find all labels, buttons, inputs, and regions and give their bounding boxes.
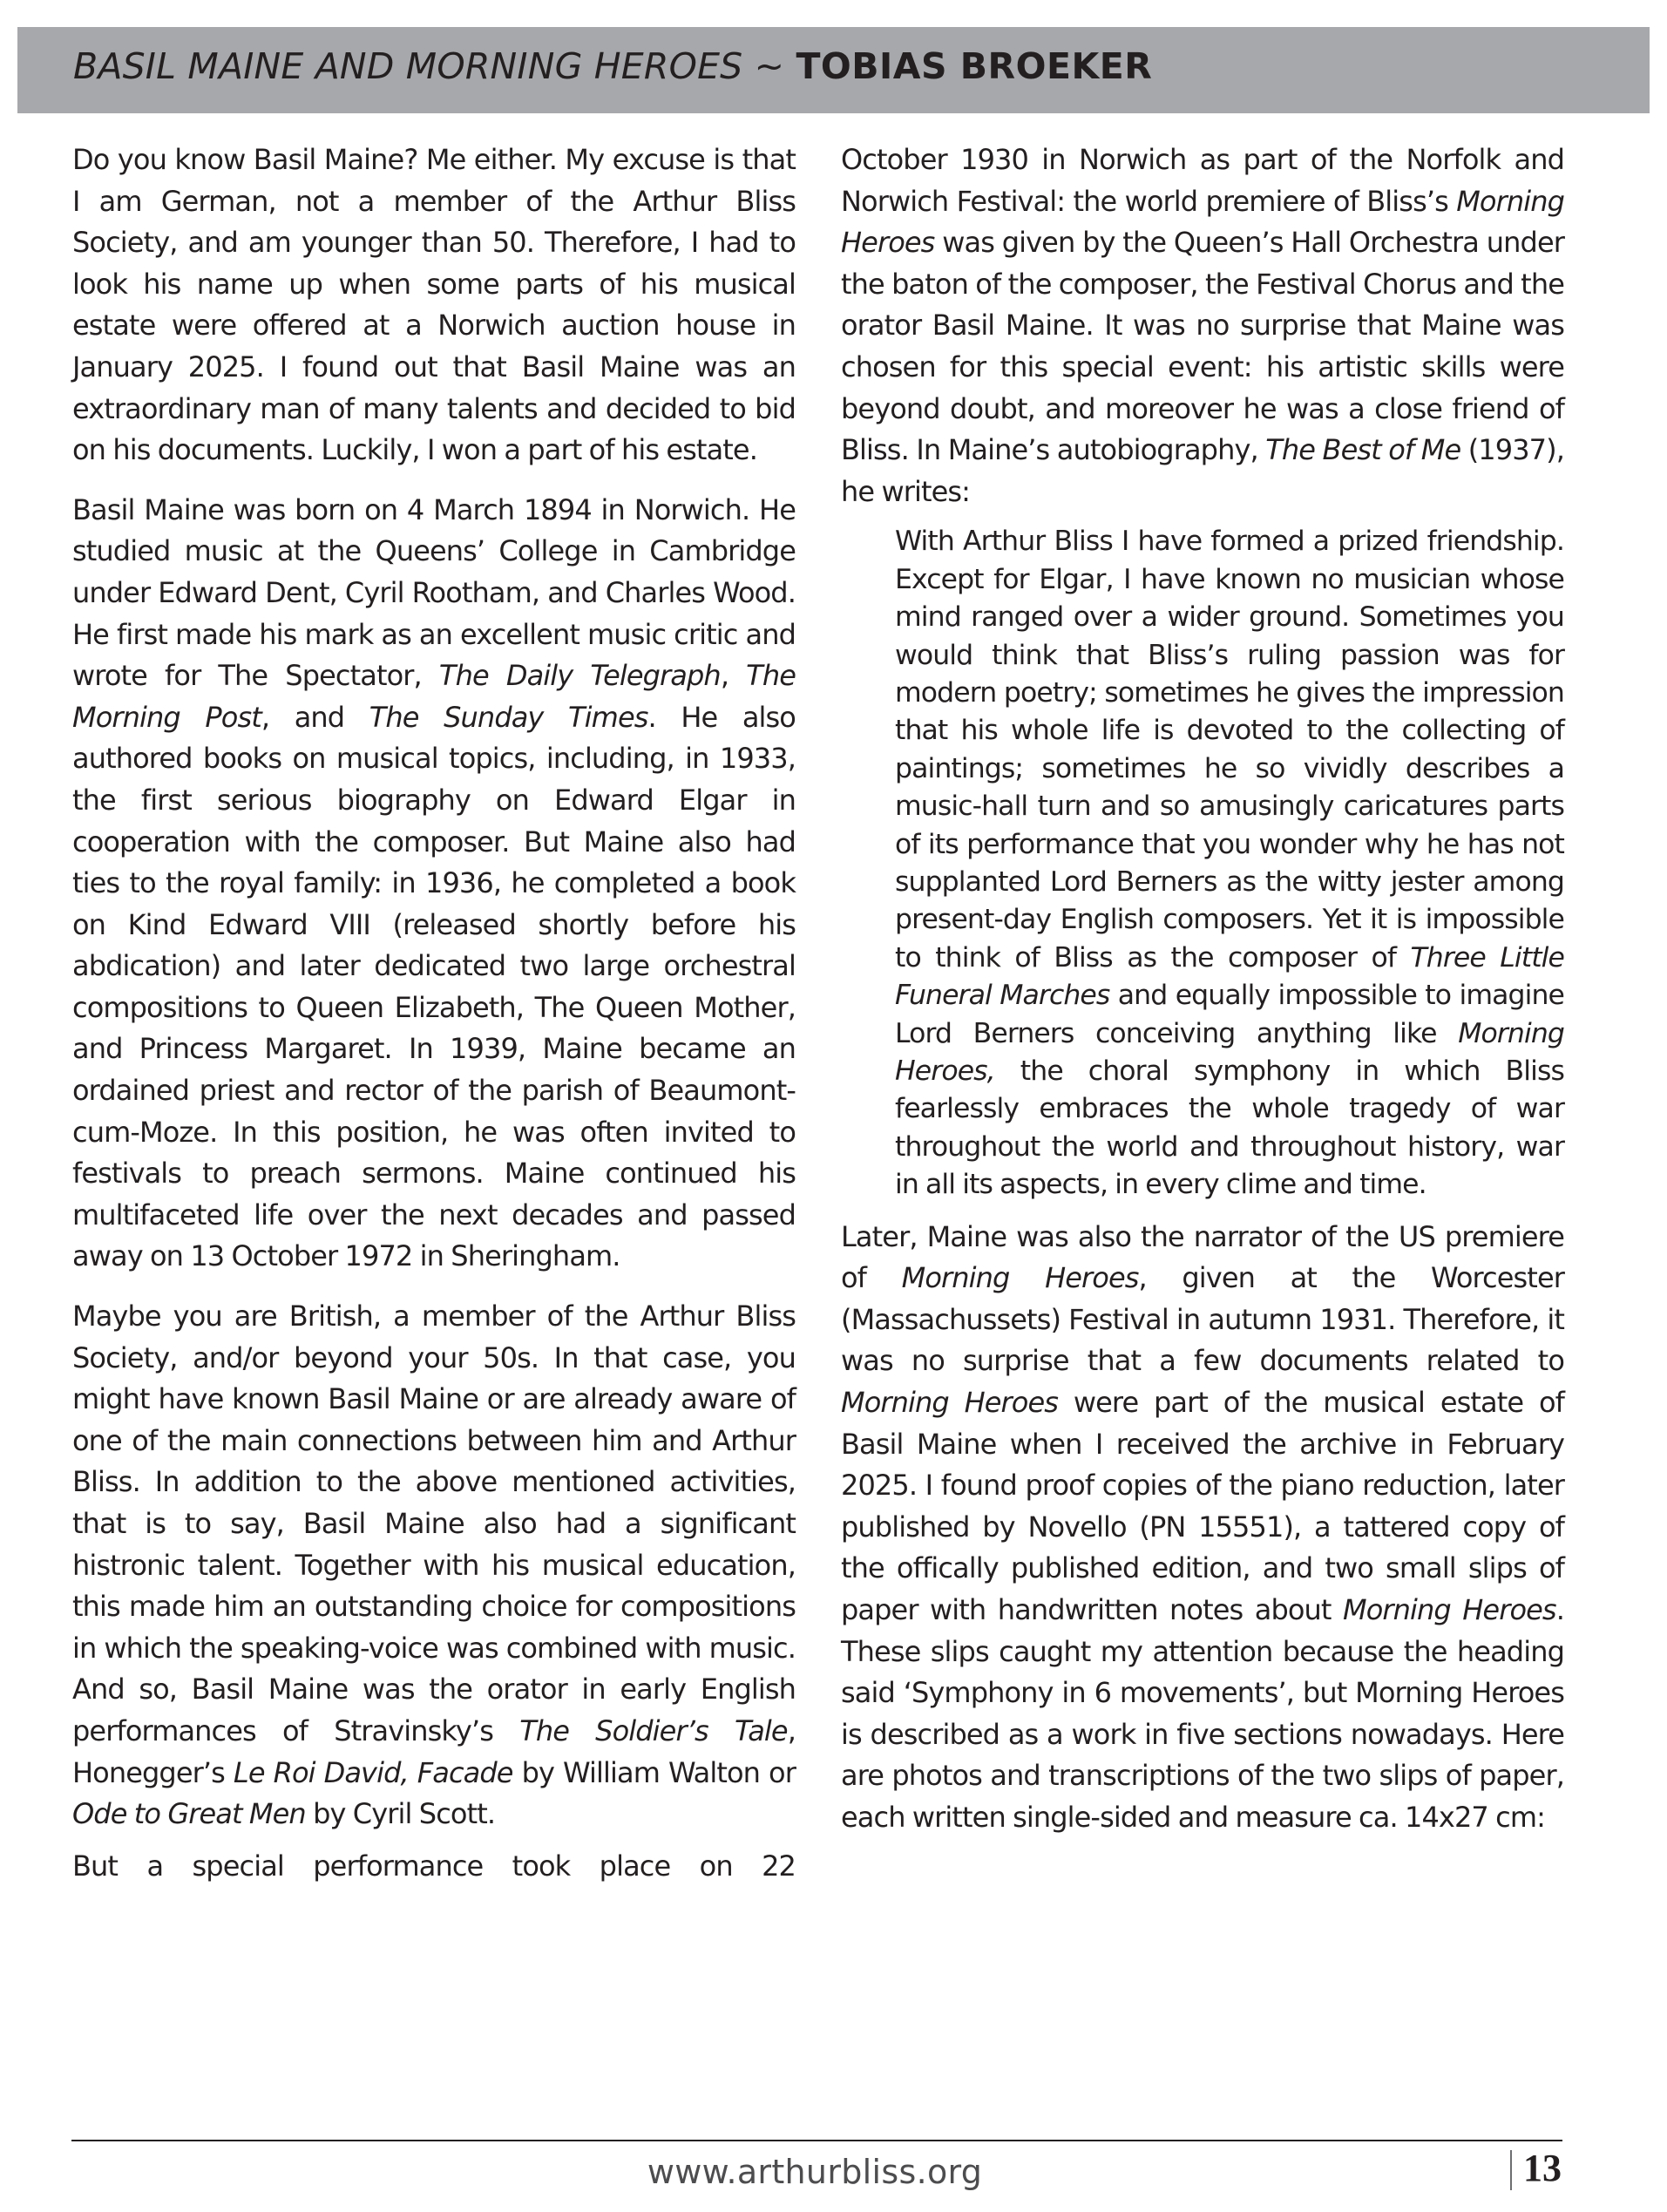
page-number-divider: [1510, 2150, 1512, 2190]
italic-title-text: Ode to Great Men: [72, 1797, 306, 1831]
body-text: and equally impossible to imagine Lord Berners conceiving anything like: [895, 980, 1564, 1049]
body-text: Maybe you are British, a member of the Arthur Bliss Society, and/or beyond your 50s. In that case, you might have known Basil Maine or are already aware of one of the main connections between him and Arthur Bliss. In addition to the above mentioned activities, that is to say, Basil Maine also had a significant histronic talent. Together with his musical education, this made him an outstanding choice for compositions in which the speaking-voice was combined with music. And so, Basil Maine was the orator in early English performances of Stravinsky’s: [72, 1299, 796, 1747]
page-number: 13: [1523, 2147, 1562, 2189]
italic-title-text: The Sunday Times: [369, 700, 648, 734]
article-author: TOBIAS BROEKER: [796, 45, 1153, 87]
body-text: by Cyril Scott.: [305, 1797, 496, 1831]
body-text: were part of the musical estate of Basil Maine when I received the archive in February 2025. I found proof copies of the piano reduction, later published by Novello (PN 15551), a tattered copy of the offically published edition, and two small slips of paper with handwritten notes about: [841, 1386, 1564, 1626]
body-text: Do you know Basil Maine? Me either. My excuse is that I am German, not a member of the Arthur Bliss Society, and am younger than 50. Therefore, I had to look his name up when some parts of his musical estate were offered at a Norwich auction house in January 2025. I found out that Basil Maine was an extraordinary man of many talents and decided to bid on his documents. Luckily, I won a part of his estate.: [72, 143, 796, 467]
italic-title-text: Morning Heroes,: [895, 1017, 1564, 1088]
left-column: [72, 139, 796, 1905]
italic-title-text: Three Little Funeral Marches: [895, 941, 1564, 1012]
body-text: , and: [261, 700, 369, 734]
body-text: by William Walton or: [512, 1755, 796, 1789]
body-text: Basil Maine was born on 4 March 1894 in Norwich. He studied music at the Queens’ College in Cambridge under Edward Dent, Cyril Rootham, and Charles Wood. He first made his mark as an excellent music critic and wrote for The Spectator,: [72, 492, 796, 693]
paragraph: [72, 139, 796, 472]
italic-title-text: Morning Heroes: [1343, 1593, 1556, 1626]
body-text: , given at the Worcester (Massachussets) Festival in autumn 1931. Therefore, it was no surprise that a few documents related to: [841, 1261, 1564, 1378]
body-text: But a special performance took place on 22: [72, 1849, 796, 1883]
paragraph: [841, 139, 1564, 512]
body-text: October 1930 in Norwich as part of the Norfolk and Norwich Festival: the world premiere of Bliss’s: [841, 143, 1564, 218]
footer-divider: [71, 2140, 1562, 2141]
footer-website-link[interactable]: www.arthurbliss.org: [647, 2153, 983, 2191]
paragraph: [72, 1846, 796, 1888]
body-text: . These slips caught my attention because the heading said ‘Symphony in 6 movements’, but Morning Heroes is described as a work in five sections nowadays. Here are photos and transcriptions of the two slips of paper, each written single-sided and measure ca. 14x27 cm:: [841, 1593, 1564, 1834]
title-separator: ~: [742, 45, 796, 87]
body-text: , Honegger’s: [72, 1713, 796, 1789]
paragraph: [72, 490, 796, 1278]
body-text: ,: [720, 659, 747, 693]
article-title: [73, 45, 1152, 87]
italic-title-text: Morning Heroes: [841, 1386, 1059, 1420]
body-text: the choral symphony in which Bliss fearlessly embraces the whole tragedy of war throughout the world and throughout history, war in all its aspects, in every clime and time.: [895, 1055, 1564, 1201]
right-column: [841, 139, 1564, 1857]
italic-title-text: Morning Heroes: [841, 184, 1564, 260]
body-text: . He also authored books on musical topics, including, in 1933, the first serious biography on Edward Elgar in cooperation with the composer. But Maine also had ties to the royal family: in 1936, he completed a book on Kind Edward VIII (released shortly before his abdication) and later dedicated two large orchestral compositions to Queen Elizabeth, The Queen Mother, and Princess Margaret. In 1939, Maine became an ordained priest and rector of the parish of Beaumont-cum-Moze. In this position, he was often invited to festivals to preach sermons. Maine continued his multifaceted life over the next decades and passed away on 13 October 1972 in Sheringham.: [72, 700, 796, 1273]
italic-title-text: The Daily Telegraph: [438, 659, 721, 693]
body-text: (1937), he writes:: [841, 433, 1564, 508]
body-text: Later, Maine was also the narrator of the US premiere of: [841, 1219, 1564, 1295]
italic-title-text: Le Roi David, Facade: [233, 1755, 513, 1789]
paragraph: [72, 1296, 796, 1835]
block-quote: [895, 523, 1564, 1204]
body-text: was given by the Queen’s Hall Orchestra under the baton of the composer, the Festival Chorus and the orator Basil Maine. It was no surprise that Maine was chosen for this special event: his artistic skills were beyond doubt, and moreover he was a close friend of Bliss. In Maine’s autobiography,: [841, 226, 1564, 467]
paragraph: [841, 1217, 1564, 1839]
italic-title-text: The Best of Me: [1265, 433, 1461, 467]
body-text: With Arthur Bliss I have formed a prized friendship. Except for Elgar, I have known no musician whose mind ranged over a wider ground. Sometimes you would think that Bliss’s ruling passion was for modern poetry; sometimes he gives the impression that his whole life is devoted to the collecting of paintings; sometimes he so vividly describes a music-hall turn and so amusingly caricatures parts of its performance that you wonder why he has not supplanted Lord Berners as the witty jester among present-day English composers. Yet it is impossible to think of Bliss as the composer of: [895, 526, 1564, 974]
italic-title-text: The Soldier’s Tale: [519, 1713, 788, 1747]
italic-title-text: The Morning Post: [72, 659, 796, 734]
article-title-text: BASIL MAINE AND MORNING HEROES: [73, 45, 743, 87]
italic-title-text: Morning Heroes: [901, 1261, 1139, 1295]
